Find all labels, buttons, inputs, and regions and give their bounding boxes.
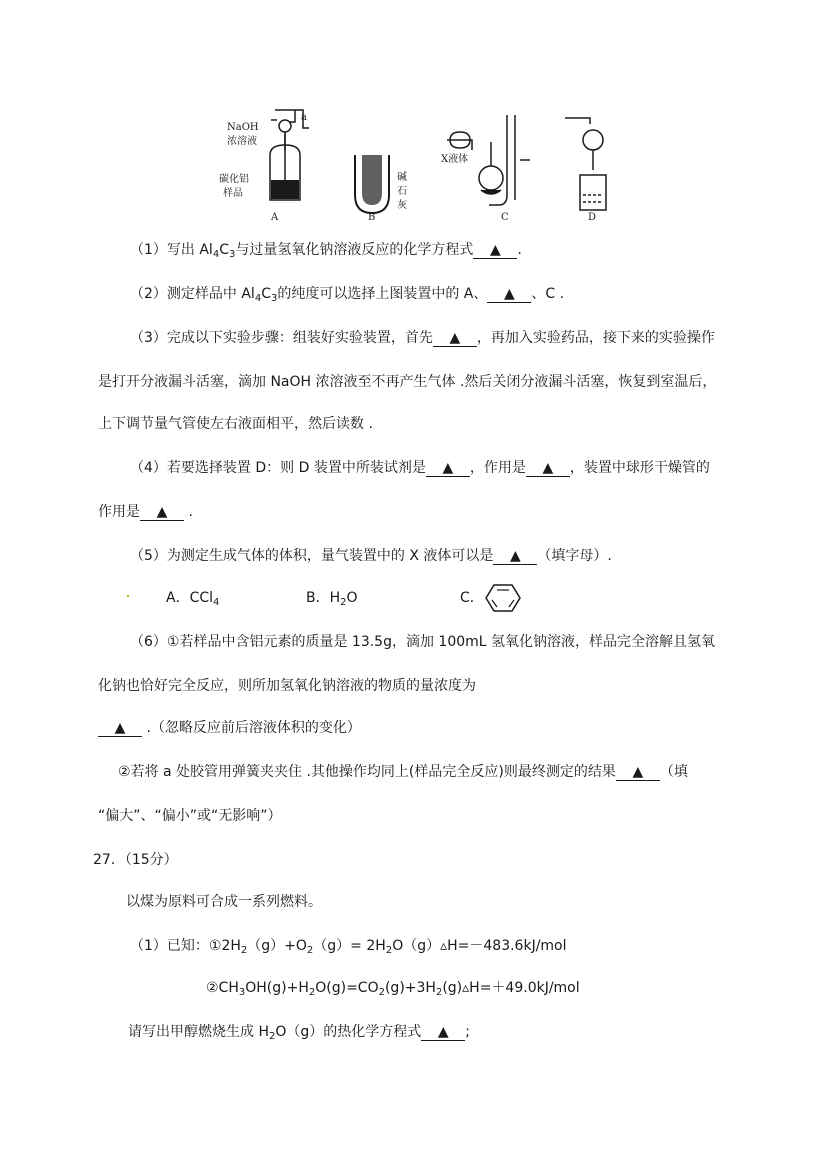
caption-c: C bbox=[501, 212, 509, 223]
answer-blank[interactable]: ▲ bbox=[426, 460, 470, 477]
label-sample-1: 碳化铝 bbox=[219, 174, 249, 185]
eq2-sub: 3 bbox=[238, 987, 246, 998]
q6-text-2: ②若将 a 处胶管用弹簧夹夹住 .其他操作均同上(样品完全反应)则最终测定的结果 bbox=[118, 764, 616, 780]
q4-text-4: 作用是 bbox=[98, 504, 140, 520]
option-b-sub: 2 bbox=[340, 597, 347, 608]
q1-post: 与过量氢氧化钠溶液反应的化学方程式 bbox=[235, 242, 474, 258]
question-2 bbox=[130, 284, 564, 304]
q4-text-5: . bbox=[184, 504, 193, 520]
answer-blank[interactable]: ▲ bbox=[487, 286, 531, 303]
option-b-text-2: O bbox=[346, 590, 358, 606]
q1-end: . bbox=[517, 242, 522, 258]
eq2-part: (g)+3H bbox=[384, 980, 436, 996]
q4-text-2: ，作用是 bbox=[469, 460, 526, 476]
caption-a: A bbox=[271, 212, 279, 223]
label-sample-2: 样品 bbox=[223, 188, 243, 199]
label-naoh-solution: 浓溶液 bbox=[227, 136, 257, 147]
q2-post: 的纯度可以选择上图装置中的 A、 bbox=[277, 286, 488, 302]
q1-mid: C bbox=[219, 242, 229, 258]
label-lime-1: 碱 bbox=[397, 172, 407, 183]
question-6-line-5: “偏大”、“偏小”或“无影响”） bbox=[98, 808, 282, 824]
question-3-line-1 bbox=[130, 328, 715, 348]
eq1-part: O（g）▵H=－483.6kJ/mol bbox=[392, 938, 567, 954]
q1-sub-1: 4 bbox=[212, 249, 220, 260]
q4-text-3: ，装置中球形干燥管的 bbox=[569, 460, 710, 476]
option-b bbox=[306, 588, 358, 608]
answer-blank[interactable]: ▲ bbox=[493, 548, 537, 565]
answer-blank[interactable]: ▲ bbox=[433, 330, 477, 347]
ask-text: 请写出甲醇燃烧生成 H bbox=[128, 1024, 269, 1040]
answer-blank[interactable]: ▲ bbox=[140, 504, 184, 521]
equation-1 bbox=[130, 936, 567, 956]
eq2-part: (g)▵H=＋49.0kJ/mol bbox=[442, 980, 580, 996]
q2-sub-1: 4 bbox=[254, 293, 262, 304]
ask-end: ; bbox=[465, 1024, 470, 1040]
answer-blank[interactable]: ▲ bbox=[616, 764, 660, 781]
q5-text-2: （填字母）. bbox=[537, 548, 612, 564]
eq2-part: OH(g)+H bbox=[245, 980, 309, 996]
eq1-sub: 2 bbox=[306, 945, 314, 956]
caption-b: B bbox=[368, 212, 376, 223]
q5-text: （5）为测定生成气体的体积，量气装置中的 X 液体可以是 bbox=[130, 548, 494, 564]
question-4-line-2 bbox=[98, 502, 193, 522]
eq1-part: （g）= 2H bbox=[313, 938, 386, 954]
eq1-part: （1）已知：①2H bbox=[130, 938, 241, 954]
q1-sub-2: 3 bbox=[228, 249, 236, 260]
label-a: a bbox=[301, 112, 307, 123]
option-a-text: A．CCl bbox=[166, 590, 214, 606]
benzene-ring-icon bbox=[484, 583, 522, 613]
option-b-text: B．H bbox=[306, 590, 341, 606]
question-27-intro: 以煤为原料可合成一系列燃料。 bbox=[126, 894, 322, 910]
label-lime-2: 石 bbox=[397, 186, 407, 197]
question-5 bbox=[130, 546, 612, 566]
q6-text: .（忽略反应前后溶液体积的变化） bbox=[142, 720, 361, 736]
caption-d: D bbox=[588, 212, 597, 223]
q4-text: （4）若要选择装置 D：则 D 装置中所装试剂是 bbox=[130, 460, 426, 476]
answer-blank[interactable]: ▲ bbox=[473, 242, 517, 259]
eq1-sub: 2 bbox=[240, 945, 248, 956]
question-27-ask bbox=[128, 1022, 470, 1042]
question-27-title: 27．（15分） bbox=[93, 852, 178, 868]
option-a-sub: 4 bbox=[213, 597, 220, 608]
q3-text-2: ，再加入实验药品，接下来的实验操作 bbox=[476, 330, 715, 346]
eq2-sub: 2 bbox=[435, 987, 443, 998]
eq2-sub: 2 bbox=[378, 987, 385, 998]
q2-end: 、C . bbox=[531, 286, 565, 302]
question-3-line-2: 是打开分液漏斗活塞，滴加 NaOH 浓溶液至不再产生气体 .然后关闭分液漏斗活塞，恢复到室温后， bbox=[98, 374, 717, 390]
option-c-text: C． bbox=[460, 590, 484, 606]
ask-sub: 2 bbox=[268, 1031, 276, 1042]
q2-mid: C bbox=[261, 286, 271, 302]
q6-text-3: （填 bbox=[659, 764, 688, 780]
question-3-line-3: 上下调节量气管使左右液面相平，然后读数 . bbox=[98, 416, 373, 432]
eq2-part: ②CH bbox=[206, 980, 239, 996]
eq2-sub: 2 bbox=[308, 987, 316, 998]
answer-blank[interactable]: ▲ bbox=[421, 1024, 465, 1041]
question-6-line-4 bbox=[118, 762, 688, 782]
answer-blank[interactable]: ▲ bbox=[526, 460, 570, 477]
label-x-liquid: X液体 bbox=[441, 154, 469, 165]
eq1-part: （g）+O bbox=[247, 938, 307, 954]
label-lime-3: 灰 bbox=[397, 200, 407, 211]
option-a bbox=[166, 588, 219, 608]
option-c bbox=[460, 588, 484, 608]
eq2-part: O(g)=CO bbox=[315, 980, 379, 996]
question-6-line-2: 化钠也恰好完全反应，则所加氢氧化钠溶液的物质的量浓度为 bbox=[98, 678, 476, 694]
stray-dot bbox=[127, 595, 129, 597]
question-6-line-3 bbox=[98, 718, 361, 738]
q2-pre: （2）测定样品中 Al bbox=[130, 286, 255, 302]
q2-sub-2: 3 bbox=[270, 293, 278, 304]
question-4-line-1 bbox=[130, 458, 710, 478]
q3-text: （3）完成以下实验步骤：组装好实验装置，首先 bbox=[130, 330, 433, 346]
question-1 bbox=[130, 240, 522, 260]
question-6-line-1: （6）①若样品中含铝元素的质量是 13.5g，滴加 100mL 氢氧化钠溶液，样品完全溶解且氢氧 bbox=[130, 634, 716, 650]
label-naoh: NaOH bbox=[227, 122, 259, 133]
q1-pre: （1）写出 Al bbox=[130, 242, 213, 258]
eq1-sub: 2 bbox=[385, 945, 393, 956]
ask-text-2: O（g）的热化学方程式 bbox=[275, 1024, 422, 1040]
equation-2 bbox=[206, 978, 580, 998]
answer-blank[interactable]: ▲ bbox=[98, 720, 142, 737]
apparatus-drawing bbox=[215, 100, 625, 230]
apparatus-figure bbox=[215, 100, 625, 230]
